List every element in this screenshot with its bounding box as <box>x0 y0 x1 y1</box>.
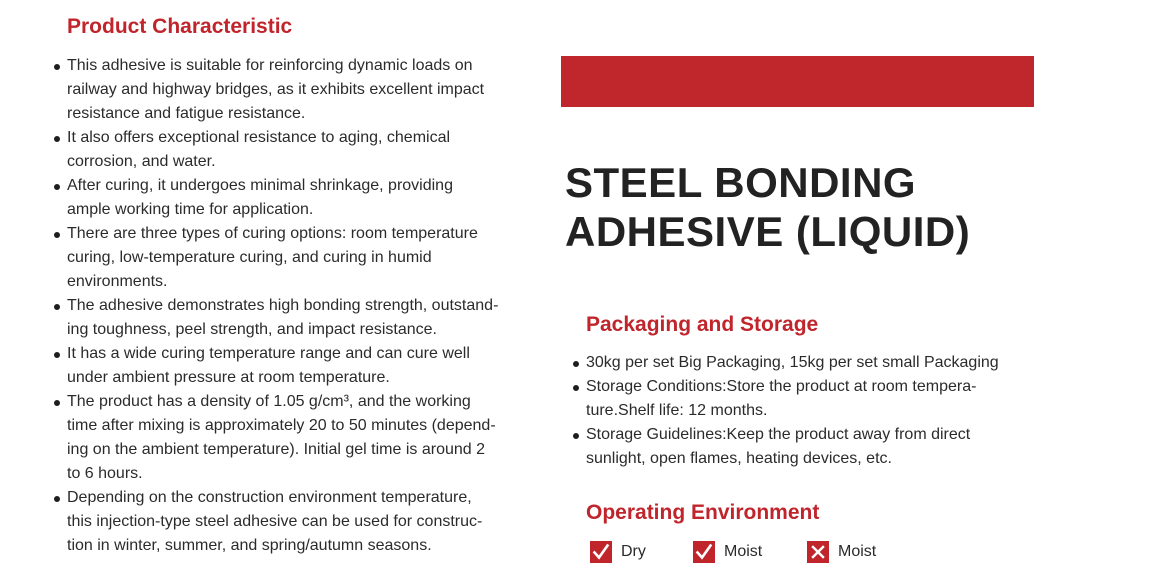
bullet-item <box>67 342 523 390</box>
bullet-dot-icon <box>54 352 60 358</box>
bullet-dot-icon <box>573 385 579 391</box>
bullet-line: Storage Guidelines:Keep the product away from direct <box>586 426 971 443</box>
bullet-item <box>67 126 523 174</box>
bullet-item <box>586 423 1006 471</box>
packaging-storage-list <box>586 351 1006 471</box>
bullet-dot-icon <box>573 433 579 439</box>
bullet-item <box>67 222 523 294</box>
title-accent-band <box>561 56 1034 107</box>
bullet-line: Depending on the construction environment temperature, <box>67 489 472 506</box>
bullet-item <box>67 486 523 558</box>
bullet-line: It has a wide curing temperature range and can cure well <box>67 345 470 362</box>
product-title-line-2: ADHESIVE (LIQUID) <box>565 208 971 255</box>
bullet-line: to 6 hours. <box>67 465 143 482</box>
bullet-line: this injection-type steel adhesive can be used for construc- <box>67 513 483 530</box>
bullet-item <box>67 294 523 342</box>
bullet-line: ing on the ambient temperature). Initial gel time is around 2 <box>67 441 486 458</box>
environment-label: Moist <box>838 543 877 560</box>
bullet-dot-icon <box>54 496 60 502</box>
environment-item-moist-suitable <box>693 541 762 563</box>
check-icon <box>590 541 612 563</box>
bullet-line: sunlight, open flames, heating devices, etc. <box>586 450 892 467</box>
bullet-dot-icon <box>54 400 60 406</box>
bullet-line: ture.Shelf life: 12 months. <box>586 402 768 419</box>
bullet-item <box>67 54 523 126</box>
bullet-item <box>586 351 1006 375</box>
bullet-line: tion in winter, summer, and spring/autumn seasons. <box>67 537 432 554</box>
bullet-line: There are three types of curing options: room temperature <box>67 225 478 242</box>
bullet-dot-icon <box>54 304 60 310</box>
bullet-dot-icon <box>54 136 60 142</box>
bullet-line: resistance and fatigue resistance. <box>67 105 306 122</box>
environment-label: Moist <box>724 543 763 560</box>
product-title <box>565 158 970 256</box>
bullet-line: This adhesive is suitable for reinforcing dynamic loads on <box>67 57 473 74</box>
bullet-line: ing toughness, peel strength, and impact resistance. <box>67 321 437 338</box>
bullet-line: The adhesive demonstrates high bonding strength, outstand- <box>67 297 499 314</box>
product-characteristic-heading: Product Characteristic <box>67 15 293 38</box>
bullet-line: curing, low-temperature curing, and curing in humid <box>67 249 432 266</box>
environment-item-moist-unsuitable <box>807 541 876 563</box>
operating-environment-heading: Operating Environment <box>586 501 820 524</box>
bullet-dot-icon <box>54 184 60 190</box>
packaging-storage-heading: Packaging and Storage <box>586 313 819 336</box>
bullet-line: It also offers exceptional resistance to aging, chemical <box>67 129 451 146</box>
bullet-dot-icon <box>54 232 60 238</box>
environment-label: Dry <box>621 543 646 560</box>
environment-item-dry <box>590 541 646 563</box>
bullet-item <box>586 375 1006 423</box>
bullet-item <box>67 174 523 222</box>
product-title-line-1: STEEL BONDING <box>565 159 917 206</box>
bullet-dot-icon <box>54 64 60 70</box>
bullet-dot-icon <box>573 361 579 367</box>
bullet-line: ample working time for application. <box>67 201 314 218</box>
bullet-line: railway and highway bridges, as it exhibits excellent impact <box>67 81 485 98</box>
bullet-item <box>67 390 523 486</box>
bullet-line: corrosion, and water. <box>67 153 216 170</box>
cross-icon <box>807 541 829 563</box>
bullet-line: environments. <box>67 273 168 290</box>
bullet-line: time after mixing is approximately 20 to 50 minutes (depend- <box>67 417 496 434</box>
check-icon <box>693 541 715 563</box>
bullet-line: After curing, it undergoes minimal shrinkage, providing <box>67 177 453 194</box>
bullet-line: under ambient pressure at room temperature. <box>67 369 390 386</box>
bullet-line: Storage Conditions:Store the product at room tempera- <box>586 378 977 395</box>
bullet-line: The product has a density of 1.05 g/cm³, and the working <box>67 393 471 410</box>
product-characteristic-list <box>67 54 523 558</box>
bullet-line: 30kg per set Big Packaging, 15kg per set small Packaging <box>586 354 999 371</box>
